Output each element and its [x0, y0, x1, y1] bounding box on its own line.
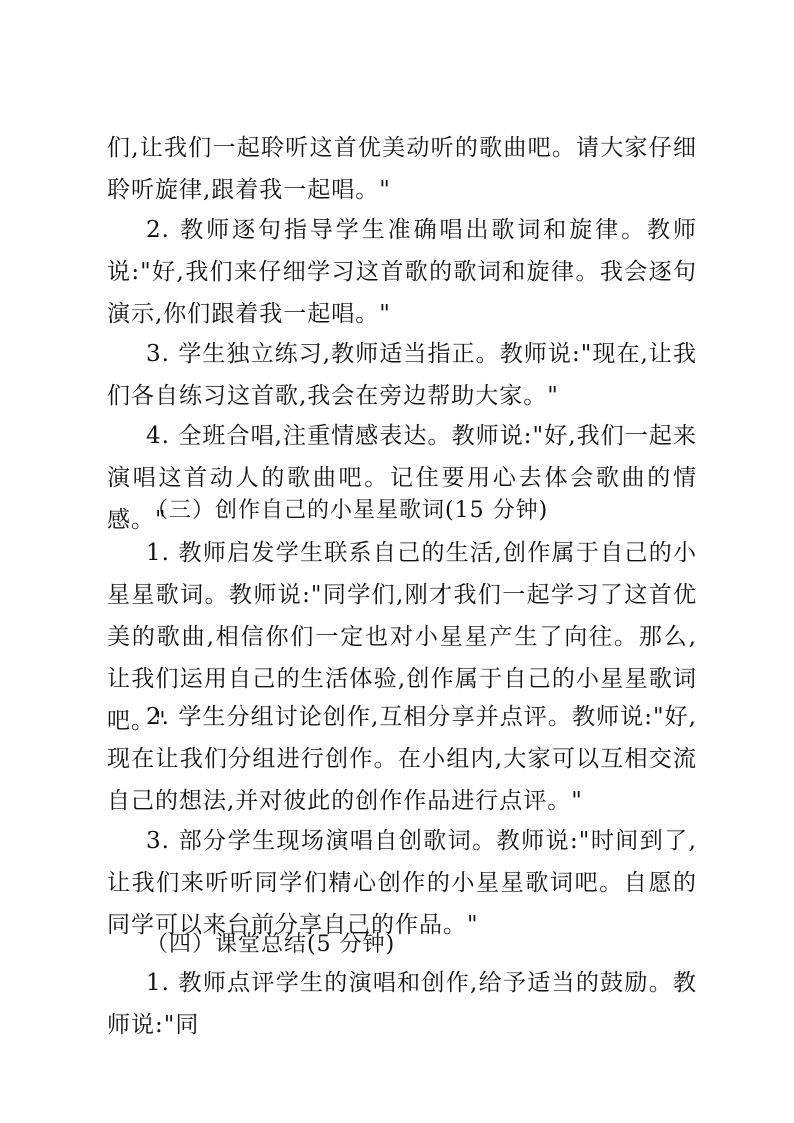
paragraph-create-1: 1. 教师启发学生联系自己的生活,创作属于自己的小星星歌词。教师说:"同学们,刚才我们一起学习了这首优美的歌曲,相信你们一定也对小星星产生了向往。那么,让我们运用自己的生活体验,创作属于自己的小星星歌词吧。" [107, 540, 697, 734]
paragraph-continuation: 们,让我们一起聆听这首优美动听的歌曲吧。请大家仔细聆听旋律,跟着我一起唱。" [107, 135, 697, 203]
paragraph-step-3: 3. 学生独立练习,教师适当指正。教师说:"现在,让我们各自练习这首歌,我会在旁边帮助大家。" [107, 341, 697, 409]
section-heading-4: （四）课堂总结(5 分钟) [146, 932, 396, 957]
paragraph-step-2: 2. 教师逐句指导学生准确唱出歌词和旋律。教师说:"好,我们来仔细学习这首歌的歌词和旋律。我会逐句演示,你们跟着我一起唱。" [107, 217, 697, 327]
paragraph-step-4: 4. 全班合唱,注重情感表达。教师说:"好,我们一起来演唱这首动人的歌曲吧。记住要用心去体会歌曲的情感。" [107, 423, 697, 533]
paragraph-summary-1: 1. 教师点评学生的演唱和创作,给予适当的鼓励。教师说:"同 [107, 970, 697, 1038]
paragraph-create-3: 3. 部分学生现场演唱自创歌词。教师说:"时间到了,让我们来听听同学们精心创作的小星星歌词吧。自愿的同学可以来台前分享自己的作品。" [107, 828, 697, 938]
section-heading-3: （三）创作自己的小星星歌词(15 分钟) [146, 498, 549, 523]
paragraph-create-2: 2. 学生分组讨论创作,互相分享并点评。教师说:"好,现在让我们分组进行创作。在小组内,大家可以互相交流自己的想法,并对彼此的创作作品进行点评。" [107, 704, 697, 814]
